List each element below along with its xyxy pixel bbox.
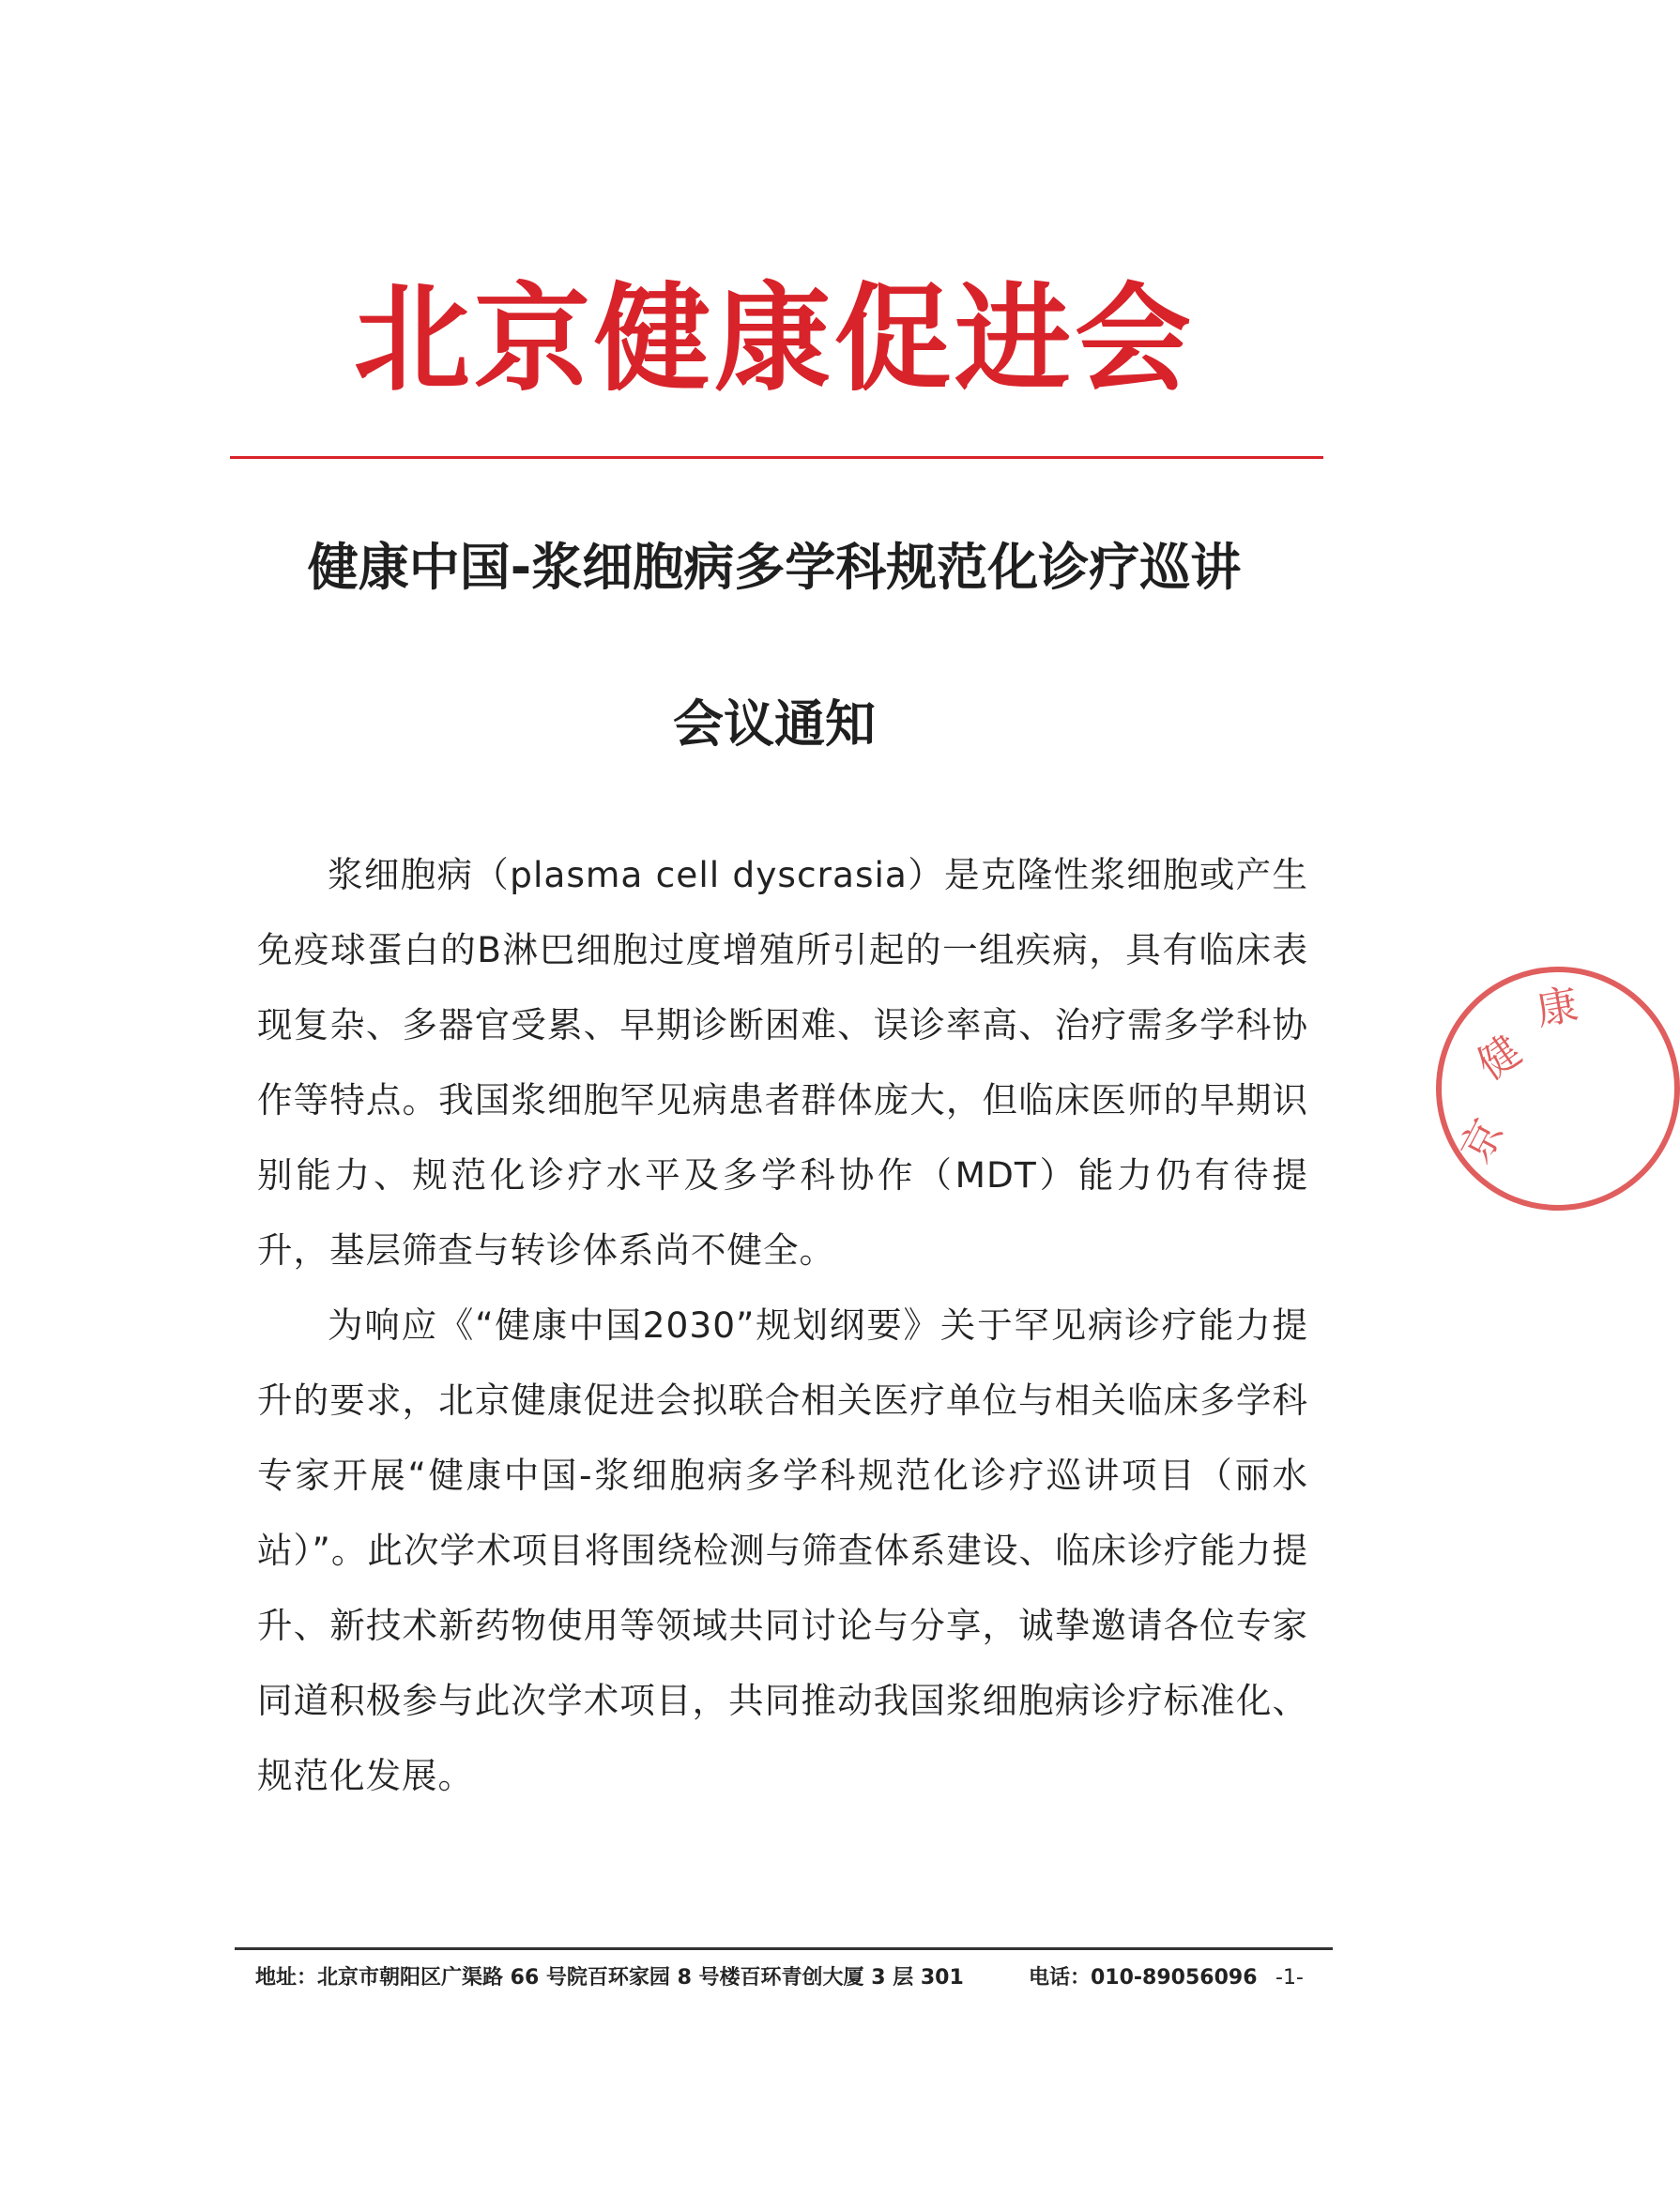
footer-page-number: -1- [1275,1966,1304,1990]
seal-icon [1436,967,1680,1211]
footer-phone: 电话：010-89056096 [1029,1966,1258,1990]
body-paragraph-1: 浆细胞病（plasma cell dyscrasia）是克隆性浆细胞或产生免疫球蛋白的B淋巴细胞过度增殖所引起的一组疾病，具有临床表现复杂、多器官受累、早期诊断困难、误诊率高、治疗需多学科协作等特点。我国浆细胞罕见病患者群体庞大，但临床医师的早期识别能力、规范化诊疗水平及多学科协作（MDT）能力仍有待提升，基层筛查与转诊体系尚不健全。 [257,854,1308,1271]
document-title-line1: 健康中国-浆细胞病多学科规范化诊疗巡讲 [307,538,1242,597]
letterhead-organization-name: 北京健康促进会 [353,272,1195,407]
footer-rule [235,1947,1333,1950]
seal-text: 京 [1451,1111,1514,1171]
footer-address: 地址：北京市朝阳区广渠路 66 号院百环家园 8 号楼百环青创大厦 3 层 301 [255,1966,964,1990]
letterhead-red-rule [230,456,1323,459]
document-body [257,837,1308,1813]
svg-text:康: 康 [1533,980,1582,1035]
svg-text:健: 健 [1469,1026,1531,1090]
official-seal-stamp [1436,967,1680,1211]
body-paragraph-2: 为响应《“健康中国2030”规划纲要》关于罕见病诊疗能力提升的要求，北京健康促进会拟联合相关医疗单位与相关临床多学科专家开展“健康中国-浆细胞病多学科规范化诊疗巡讲项目（丽水站）”。此次学术项目将围绕检测与筛查体系建设、临床诊疗能力提升、新技术新药物使用等领域共同讨论与分享，诚挚邀请各位专家同道积极参与此次学术项目，共同推动我国浆细胞病诊疗标准化、规范化发展。 [257,1304,1308,1796]
document-title-line2: 会议通知 [673,694,876,754]
